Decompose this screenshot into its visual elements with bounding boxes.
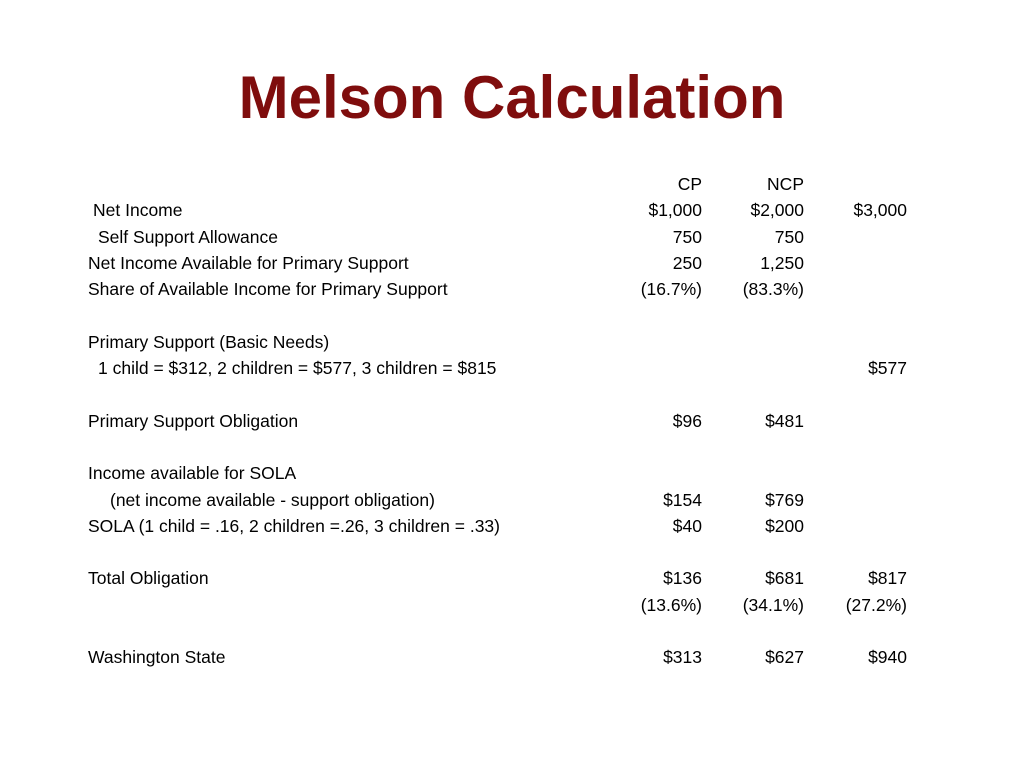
table-row [0,644,1024,670]
row-label: Income available for SOLA [88,463,297,484]
slide-title: Melson Calculation [238,64,786,131]
table-row-spacer [0,381,1024,407]
table-row [0,197,1024,223]
row-label: Total Obligation [88,568,209,589]
table-row [0,408,1024,434]
row-label: Net Income Available for Primary Support [88,252,409,273]
total-value: $577 [868,358,907,379]
table-row [0,487,1024,513]
cp-value: 250 [672,252,702,273]
table-row [0,592,1024,618]
table-row [0,355,1024,381]
table-row-spacer [0,434,1024,460]
cp-value: $136 [663,568,702,589]
row-label: Washington State [88,647,226,668]
cp-value: $96 [672,410,702,431]
column-header-cp: CP [677,174,702,194]
ncp-value: 1,250 [760,252,804,273]
cp-value: (13.6%) [640,594,702,615]
ncp-value: $200 [765,515,804,536]
table-row-header [0,171,1024,197]
ncp-value: $681 [765,568,804,589]
table-row [0,565,1024,591]
ncp-value: (83.3%) [742,279,804,300]
ncp-value: $2,000 [750,200,804,221]
ncp-value: 750 [774,226,804,247]
ncp-value: (34.1%) [742,594,804,615]
cp-value: $1,000 [648,200,702,221]
table-row [0,329,1024,355]
ncp-value: $769 [765,489,804,510]
table-row [0,250,1024,276]
row-label: Share of Available Income for Primary Support [88,279,448,300]
total-value: $940 [868,647,907,668]
table-row-spacer [0,618,1024,644]
ncp-value: $481 [765,410,804,431]
row-label: 1 child = $312, 2 children = $577, 3 children = $815 [98,358,497,379]
column-header-ncp: NCP [767,174,804,194]
ncp-value: $627 [765,647,804,668]
total-value: $817 [868,568,907,589]
table-row [0,224,1024,250]
row-label: Self Support Allowance [98,226,278,247]
row-label: Net Income [93,200,183,221]
cp-value: $313 [663,647,702,668]
total-value: $3,000 [853,200,907,221]
row-label: SOLA (1 child = .16, 2 children =.26, 3 children = .33) [88,515,500,536]
cp-value: $154 [663,489,702,510]
cp-value: 750 [672,226,702,247]
table-row-spacer [0,302,1024,328]
row-label: Primary Support Obligation [88,410,299,431]
table-row [0,460,1024,486]
row-label: (net income available - support obligation) [110,489,435,510]
calculation-table [0,171,1024,671]
table-row [0,513,1024,539]
cp-value: $40 [672,515,702,536]
table-row [0,276,1024,302]
row-label: Primary Support (Basic Needs) [88,331,330,352]
total-value: (27.2%) [845,594,907,615]
table-row-spacer [0,539,1024,565]
cp-value: (16.7%) [640,279,702,300]
